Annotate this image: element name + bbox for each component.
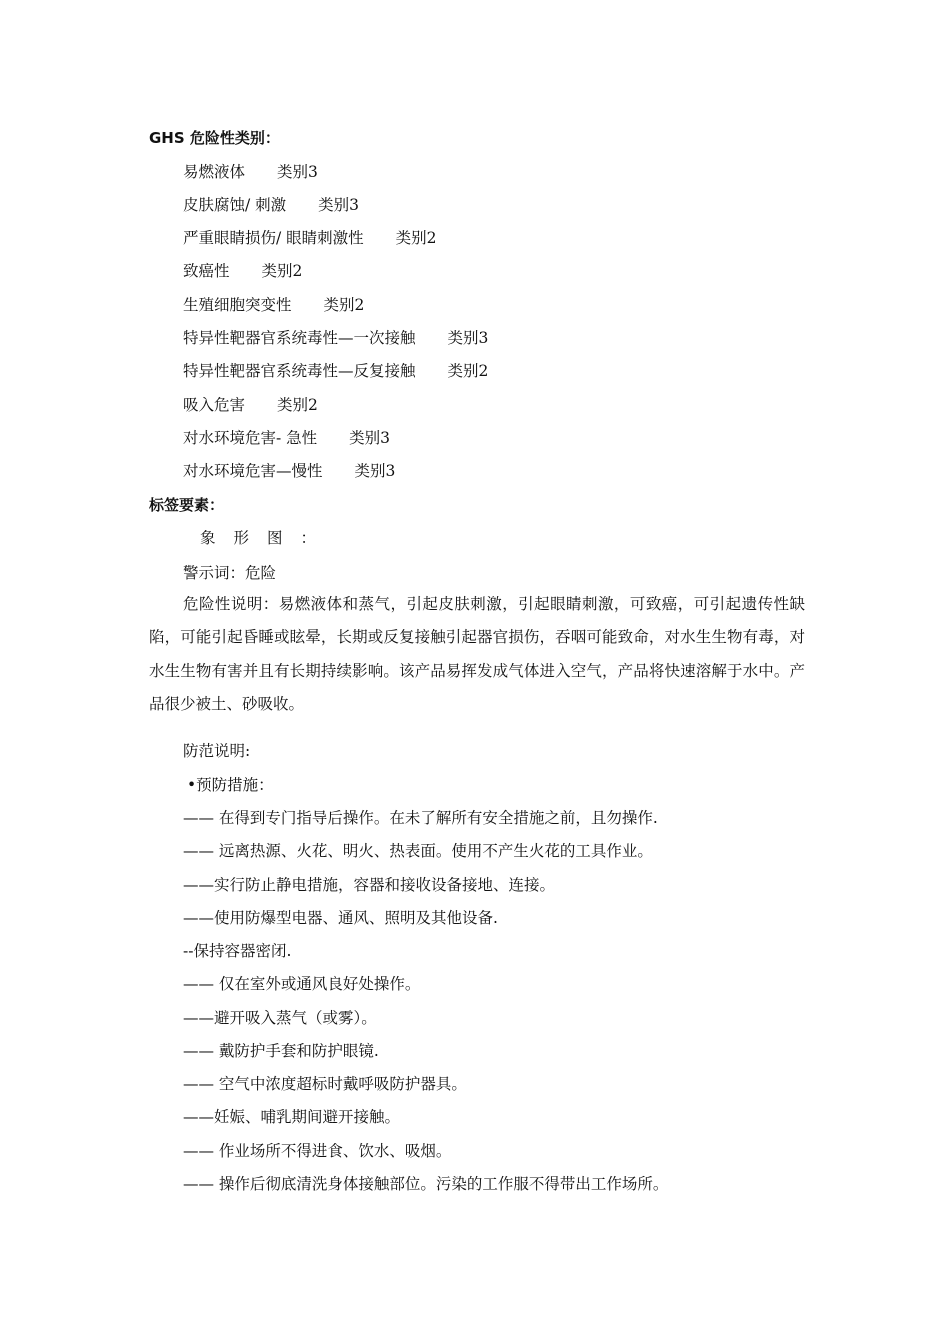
- precaution-item: —— 戴防护手套和防护眼镜.: [183, 1042, 379, 1060]
- hazard-item: [183, 393, 318, 415]
- hazard-category: 类别3: [277, 163, 318, 181]
- precaution-item: ——妊娠、哺乳期间避开接触。: [183, 1108, 401, 1126]
- hazard-item: [183, 359, 488, 381]
- hazard-category: 类别2: [447, 362, 489, 380]
- precaution-item: —— 作业场所不得进食、饮水、吸烟。: [183, 1142, 452, 1160]
- hazard-item: [183, 459, 395, 481]
- hazard-name: 特异性靶器官系统毒性—反复接触: [183, 362, 416, 380]
- signal-word: 警示词：危险: [183, 564, 277, 582]
- precaution-item: --保持容器密闭.: [183, 942, 292, 960]
- ghs-heading: GHS 危险性类别：: [149, 129, 280, 147]
- hazard-item: [183, 193, 359, 215]
- hazard-category: 类别2: [277, 396, 318, 414]
- hazard-category: 类别3: [354, 462, 396, 480]
- hazard-name: 对水环境危害—慢性: [183, 462, 323, 480]
- hazard-name: 严重眼睛损伤/ 眼睛刺激性: [183, 229, 364, 247]
- hazard-name: 吸入危害: [183, 396, 246, 414]
- hazard-item: [183, 293, 364, 315]
- hazard-name: 皮肤腐蚀/ 刺激: [183, 196, 287, 214]
- label-elements-heading: 标签要素：: [149, 496, 225, 514]
- hazard-item: [183, 259, 302, 281]
- hazard-name: 易燃液体: [183, 163, 246, 181]
- precaution-item: —— 远离热源、火花、明火、热表面。使用不产生火花的工具作业。: [183, 842, 653, 860]
- hazard-category: 类别2: [395, 229, 437, 247]
- hazard-item: [183, 326, 488, 348]
- hazard-category: 类别3: [349, 429, 391, 447]
- prevention-heading: •预防措施：: [187, 776, 274, 794]
- hazard-name: 特异性靶器官系统毒性—一次接触: [183, 329, 416, 347]
- hazard-name: 致癌性: [183, 262, 230, 280]
- hazard-item: [183, 226, 437, 248]
- hazard-category: 类别3: [447, 329, 489, 347]
- hazard-statement: 危险性说明：易燃液体和蒸气，引起皮肤刺激，引起眼睛刺激，可致癌，可引起遗传性缺陷，可能引起昏睡或眩晕，长期或反复接触引起器官损伤，吞咽可能致命，对水生生物有毒，对水生生物有害并且有长期持续影响。该产品易挥发成气体进入空气，产品将快速溶解于水中。产品很少被土、砂吸收。: [149, 595, 805, 713]
- precaution-item: ——使用防爆型电器、通风、照明及其他设备.: [183, 909, 498, 927]
- hazard-category: 类别2: [261, 262, 303, 280]
- precaution-item: —— 操作后彻底清洗身体接触部位。污染的工作服不得带出工作场所。: [183, 1175, 669, 1193]
- hazard-category: 类别2: [323, 296, 365, 314]
- precaution-item: —— 在得到专门指导后操作。在未了解所有安全措施之前，且勿操作.: [183, 809, 658, 827]
- hazard-name: 对水环境危害- 急性: [183, 429, 318, 447]
- pictogram-label: 象形图：: [200, 529, 335, 547]
- hazard-name: 生殖细胞突变性: [183, 296, 292, 314]
- precaution-item: ——避开吸入蒸气（或雾）。: [183, 1009, 377, 1027]
- precaution-item: —— 仅在室外或通风良好处操作。: [183, 975, 421, 993]
- hazard-item: [183, 160, 318, 182]
- precaution-heading: 防范说明:: [183, 742, 251, 760]
- hazard-category: 类别3: [318, 196, 360, 214]
- hazard-item: [183, 426, 390, 448]
- precaution-item: —— 空气中浓度超标时戴呼吸防护器具。: [183, 1075, 467, 1093]
- precaution-item: ——实行防止静电措施，容器和接收设备接地、连接。: [183, 876, 556, 894]
